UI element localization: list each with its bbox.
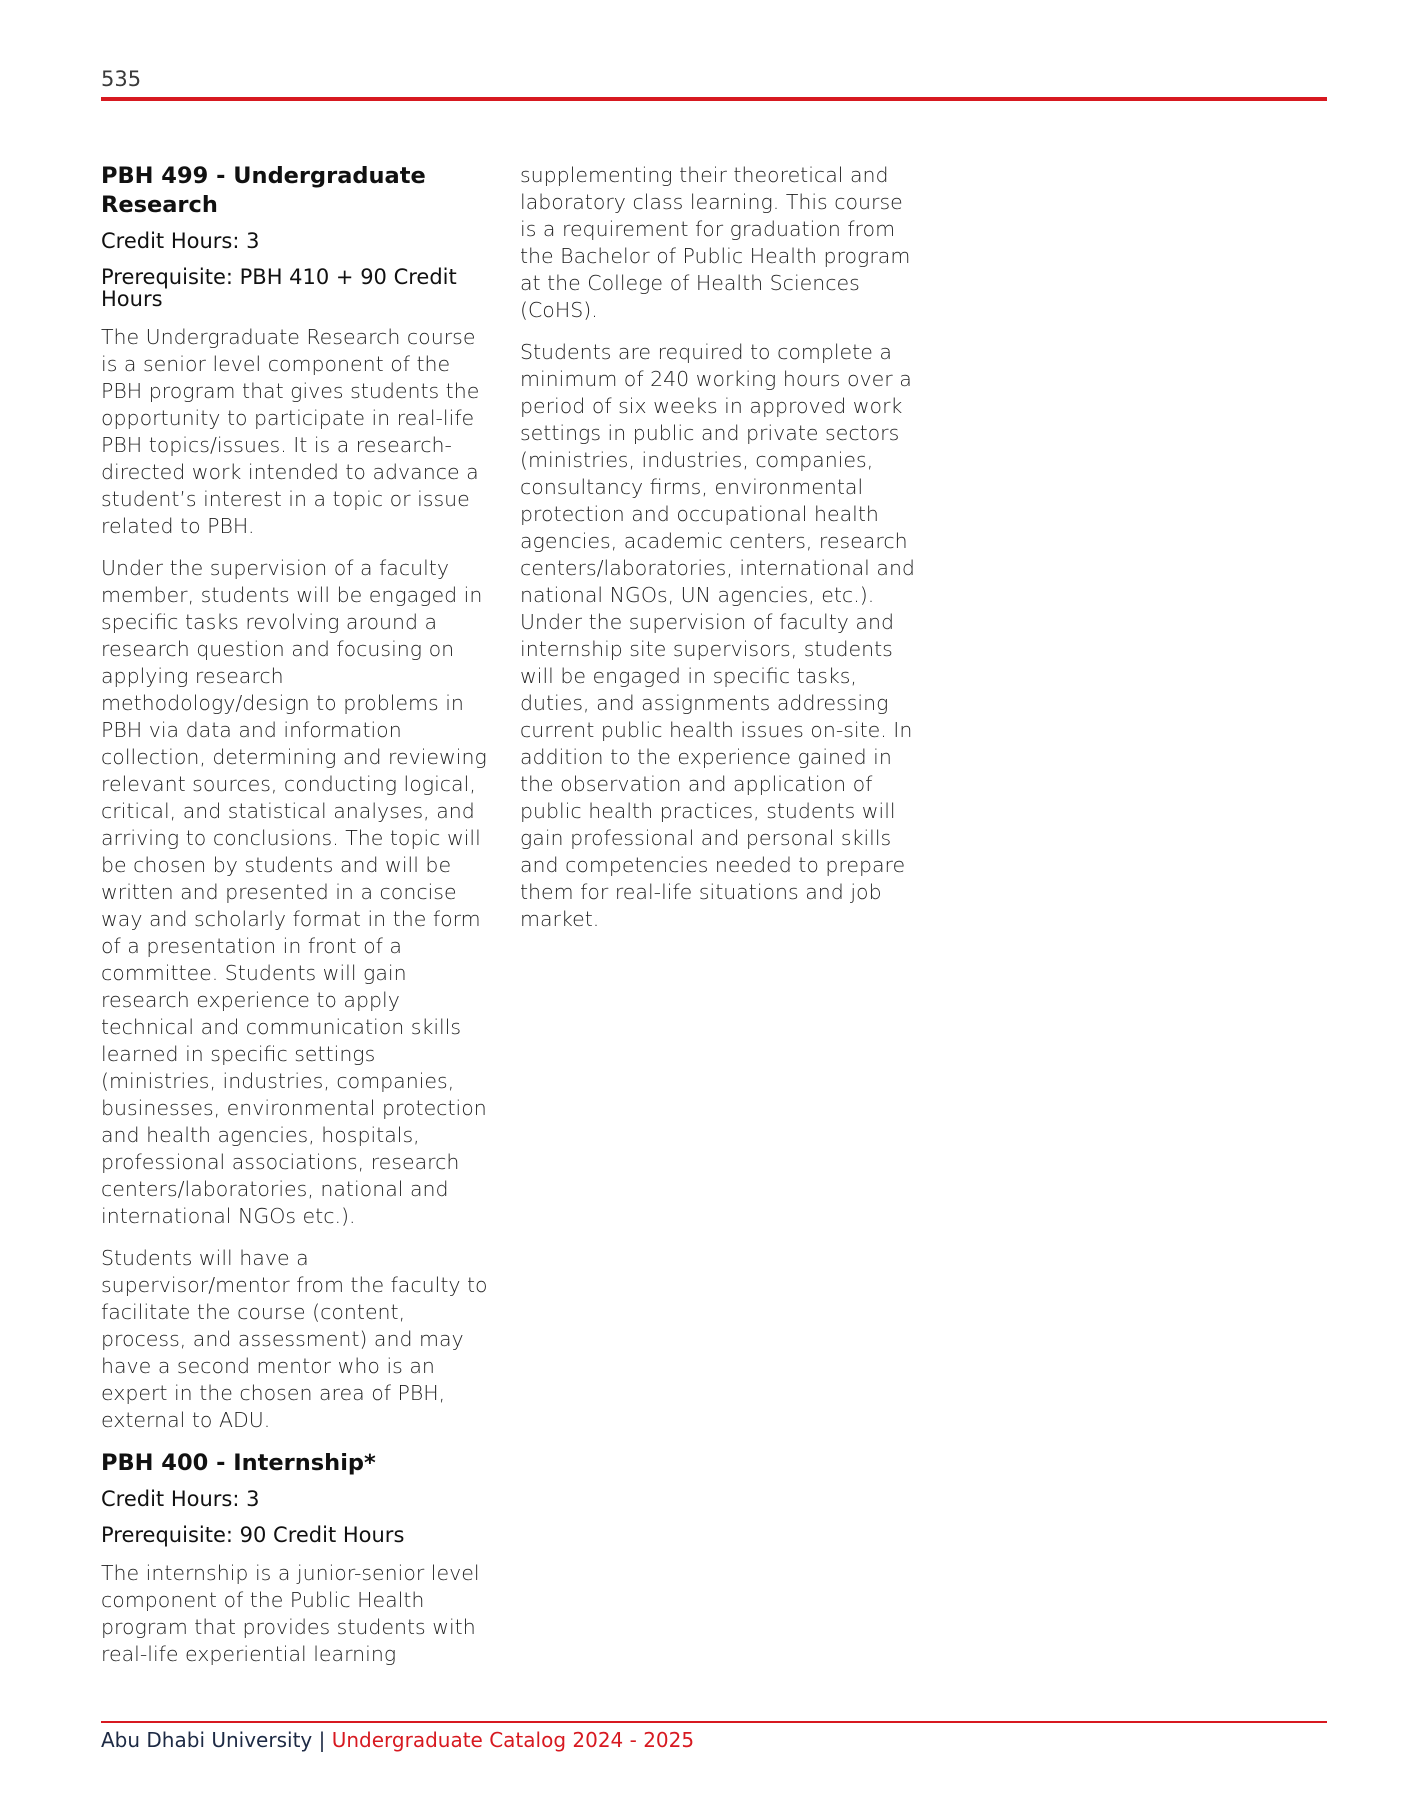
footer-divider [101, 1721, 1327, 1723]
prerequisite-pbh400: Prerequisite: 90 Credit Hours [101, 1523, 405, 1547]
prerequisite-pbh499: Prerequisite: PBH 410 + 90 Credit Hours [101, 265, 457, 311]
course-title-pbh499: PBH 499 - Undergraduate Research [101, 163, 426, 218]
footer [101, 1728, 694, 1752]
course-description-paragraph: supplementing their theoretical and laboratory class learning. This course is a requirement for graduation from the Bachelor of Public Health program at the College of Health Sciences (CoHS). [520, 163, 911, 322]
course-description-paragraph: Under the supervision of a faculty member, students will be engaged in specific tasks revolving around a research question and focusing on applying research methodology/design to problems in PBH via data and information collection, determining and reviewing relevant sources, conducting logical, critical, and statistical analyses, and arriving to conclusions. The topic will be chosen by students and will be written and presented in a concise way and scholarly format in the form of a presentation in front of a committee. Students will gain research experience to apply technical and communication skills learned in specific settings (ministries, industries, companies, businesses, environmental protection and health agencies, hospitals, professional associations, research centers/laboratories, national and international NGOs etc.). [101, 556, 487, 1228]
course-description-paragraph: The internship is a junior-senior level component of the Public Health program that provides students with real-life experiential learning [101, 1561, 480, 1666]
course-description-paragraph: Students will have a supervisor/mentor from the faculty to facilitate the course (content, process, and assessment) and may have a second mentor who is an expert in the chosen area of PBH, external to ADU. [101, 1246, 488, 1432]
left-column [101, 162, 496, 1683]
credit-hours-pbh499: Credit Hours: 3 [101, 229, 260, 253]
course-description-paragraph: Students are required to complete a minimum of 240 working hours over a period of six weeks in approved work settings in public and private sectors (ministries, industries, companies, consultancy firms, environmental protection and occupational health agencies, academic centers, research centers/laboratories, international and national NGOs, UN agencies, etc.). Under the supervision of faculty and internship site supervisors, students will be engaged in specific tasks, duties, and assignments addressing current public health issues on-site. In addition to the experience gained in the observation and application of public health practices, students will gain professional and personal skills and competencies needed to prepare them for real-life situations and job market. [520, 340, 915, 931]
page-number: 535 [101, 67, 142, 91]
course-description-paragraph: The Undergraduate Research course is a senior level component of the PBH program that gives students the opportunity to participate in real-life PBH topics/issues. It is a research-directed work intended to advance a student’s interest in a topic or issue related to PBH. [101, 325, 480, 538]
footer-catalog: Undergraduate Catalog 2024 - 2025 [331, 1728, 695, 1752]
course-title-pbh400: PBH 400 - Internship* [101, 1450, 376, 1476]
footer-separator: | [318, 1728, 326, 1752]
credit-hours-pbh400: Credit Hours: 3 [101, 1487, 260, 1511]
footer-university: Abu Dhabi University [101, 1728, 313, 1752]
right-column [520, 162, 915, 948]
header-divider [101, 97, 1327, 101]
